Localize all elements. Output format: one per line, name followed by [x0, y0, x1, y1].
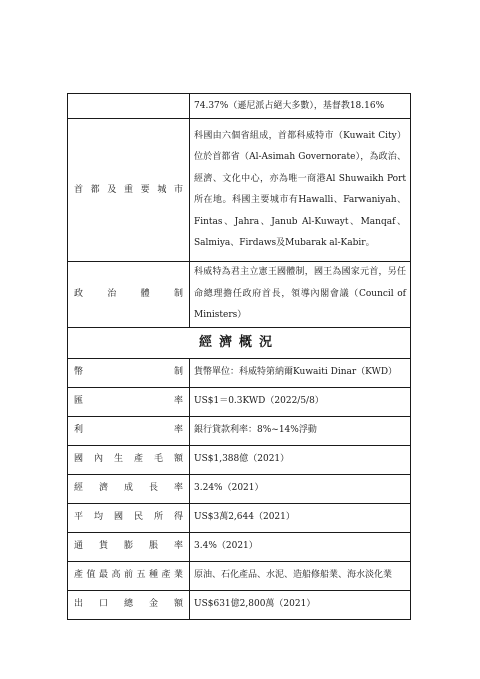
politics-label: 政治體制 — [68, 262, 190, 328]
per-capita-income-label: 平均國民所得 — [68, 503, 190, 532]
per-capita-income-value: US$3萬2,644（2021） — [190, 503, 411, 532]
currency-value: 貨幣單位：科威特第納爾Kuwaiti Dinar（KWD） — [190, 358, 411, 387]
table-row-capital — [68, 119, 411, 262]
exchange-rate-value: US$1＝0.3KWD（2022/5/8） — [190, 387, 411, 416]
table-row-interest-rate — [68, 416, 411, 445]
gdp-value: US$1,388億（2021） — [190, 445, 411, 474]
inflation-label: 通貨膨脹率 — [68, 532, 190, 561]
table-row-inflation — [68, 532, 411, 561]
currency-label: 幣制 — [68, 358, 190, 387]
religion-value: 74.37%（遜尼派占絕大多數），基督教18.16% — [190, 94, 411, 119]
row-label — [68, 94, 190, 119]
exports-label: 出口總金額 — [68, 590, 190, 619]
table-row-religion — [68, 94, 411, 119]
politics-value: 科威特為君主立憲王國體制，國王為國家元首，另任命總理擔任政府首長，領導內閣會議（Council of Ministers） — [190, 262, 411, 328]
top-industries-label: 產值最高前五種產業 — [68, 561, 190, 590]
table-row-currency — [68, 358, 411, 387]
section-header-row — [68, 327, 411, 358]
section-title: 經濟概況 — [68, 327, 411, 358]
capital-value: 科國由六個省組成，首都科威特市（Kuwait City）位於首都省（Al-Asimah Governorate），為政治、經濟、文化中心，亦為唯一商港Al Shuwaikh Port所在地。科國主要城市有Hawalli、Farwaniyah、Fintas、Jahra、Janub Al-Kuwayt、Manqaf、Salmiya、Firdaws及Mubarak al-Kabir。 — [190, 119, 411, 262]
top-industries-value: 原油、石化產品、水泥、造船修船業、海水淡化業 — [190, 561, 411, 590]
table-row-exchange-rate — [68, 387, 411, 416]
interest-rate-value: 銀行貸款利率：8%~14%浮動 — [190, 416, 411, 445]
table-row-growth-rate — [68, 474, 411, 503]
growth-rate-value: 3.24%（2021） — [190, 474, 411, 503]
exports-value: US$631億2,800萬（2021） — [190, 590, 411, 619]
capital-label: 首都及重要城市 — [68, 119, 190, 262]
table-row-per-capita-income — [68, 503, 411, 532]
table-row-politics — [68, 262, 411, 328]
table-row-top-industries — [68, 561, 411, 590]
country-profile-table-container — [67, 93, 411, 620]
gdp-label: 國內生產毛額 — [68, 445, 190, 474]
interest-rate-label: 利率 — [68, 416, 190, 445]
country-profile-table — [67, 93, 411, 620]
table-row-gdp — [68, 445, 411, 474]
table-row-exports — [68, 590, 411, 619]
inflation-value: 3.4%（2021） — [190, 532, 411, 561]
growth-rate-label: 經濟成長率 — [68, 474, 190, 503]
exchange-rate-label: 匯率 — [68, 387, 190, 416]
